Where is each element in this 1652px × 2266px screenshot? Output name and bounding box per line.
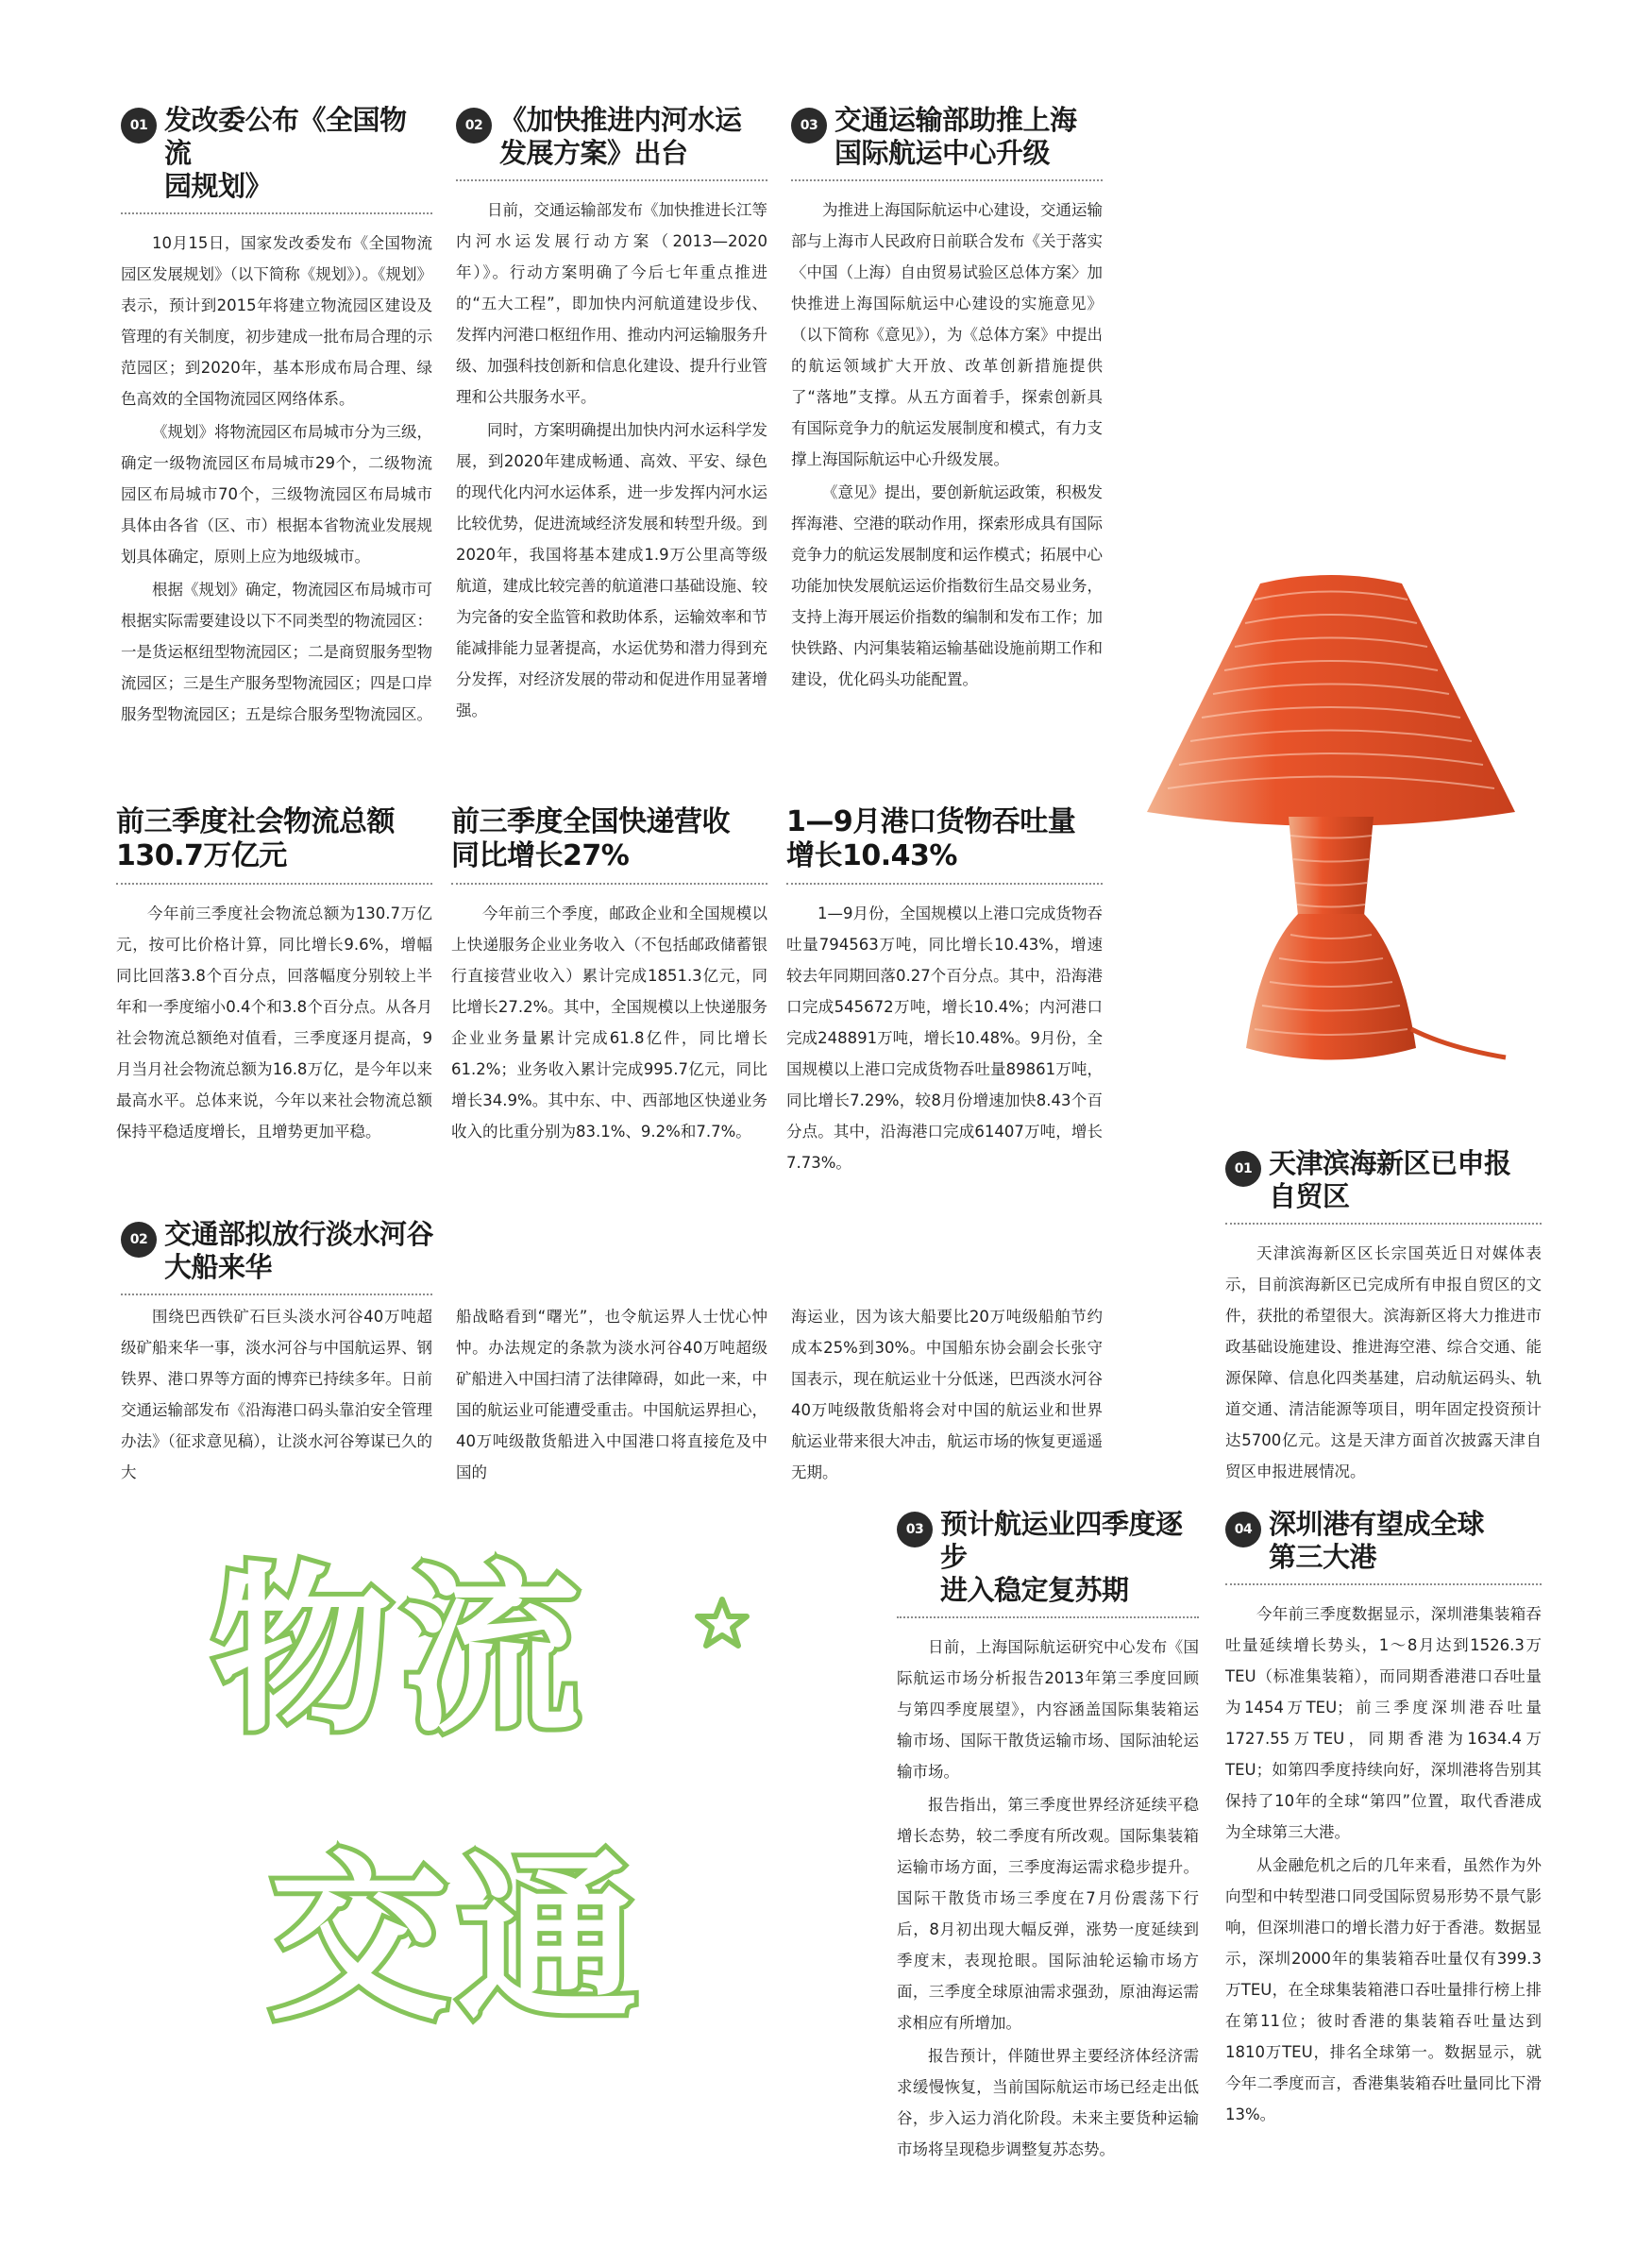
headline: 前三季度全国快递营收 同比增长27% xyxy=(451,805,730,872)
article-body: 今年前三季度社会物流总额为130.7万亿元，按可比价格计算，同比增长9.6%，增幅同比回落3.8个百分点，回落幅度分别较上半年和一季度缩小0.4个和3.8个百分点。从各月社会物流总额绝对值看，三季度逐月提高，9月当月社会物流总额为16.8万亿，是今年以来最高水平。总体来说，今年以来社会物流总额保持平稳适度增长，且增势更加平稳。 xyxy=(116,905,432,1141)
article-body: 10月15日，国家发改委发布《全国物流园区发展规划》（以下简称《规划》）。《规划》表示，预计到2015年将建立物流园区建设及管理的有关制度，初步建成一批布局合理的示范园区；到2020年，基本形成布局合理、绿色高效的全国物流园区网络体系。 《规划》将物流园区布局城市分为三级，确定一级物流园区布局城市29个，二级物流园区布局城市70个，三级物流园区布局城市具体由各省（区、市）根据本省物流业发展规划具体确定，原则上应为地级城市。 根据《规划》确定，物流园区布局城市可根据实际需要建设以下不同类型的物流园区：一是货运枢纽型物流园区；二是商贸服务型物流园区；三是生产服务型物流园区；四是口岸服务型物流园区；五是综合服务型物流园区。 xyxy=(121,234,432,723)
section-header xyxy=(791,104,1103,170)
article-column-3: 海运业，因为该大船要比20万吨级船舶节约成本25%到30%。中国船东协会副会长张守国表示，现在航运业十分低迷，巴西淡水河谷40万吨级散货船将会对中国的航运业和世界航运业带来很大冲击，航运市场的恢复更遥遥无期。 xyxy=(791,1308,1103,1481)
dotted-divider xyxy=(1225,1223,1542,1225)
section-header xyxy=(1225,1508,1542,1574)
dotted-divider xyxy=(786,883,1103,885)
headline: 发改委公布《全国物流 园规划》 xyxy=(164,104,407,202)
decor-word-logistics: 物流 xyxy=(212,1547,591,1756)
dotted-divider xyxy=(791,179,1103,181)
section-number-badge: 01 xyxy=(1225,1151,1261,1187)
section-number-badge: 04 xyxy=(1225,1512,1261,1547)
dotted-divider xyxy=(456,179,767,181)
dotted-divider xyxy=(116,883,432,885)
article-body: 1—9月份，全国规模以上港口完成货物吞吐量794563万吨，同比增长10.43%，增速较去年同期回落0.27个百分点。其中，沿海港口完成545672万吨，增长10.4%；内河港口完成248891万吨，增长10.48%。9月份，全国规模以上港口完成货物吞吐量89861万吨，同比增长7.29%，较8月份增速加快8.43个百分点。其中，沿海港口完成61407万吨，增长7.73%。 xyxy=(786,905,1103,1172)
dotted-divider xyxy=(121,212,432,214)
news-section-9 xyxy=(897,1508,1199,2165)
dotted-divider xyxy=(121,1294,432,1295)
section-number-badge: 02 xyxy=(121,1222,157,1258)
article-body: 为推进上海国际航运中心建设，交通运输部与上海市人民政府日前联合发布《关于落实〈中国（上海）自由贸易试验区总体方案〉加快推进上海国际航运中心建设的实施意见》（以下简称《意见》），为《总体方案》中提出的航运领域扩大开放、改革创新措施提供了“落地”支撑。从五方面着手，探索创新具有国际竞争力的航运发展制度和模式，有力支撑上海国际航运中心升级发展。 《意见》提出，要创新航运政策，积极发挥海港、空港的联动作用，探索形成具有国际竞争力的航运发展制度和运作模式；拓展中心功能加快发展航运运价指数衍生品交易业务，支持上海开展运价指数的编制和发布工作；加快铁路、内河集装箱运输基础设施前期工作和建设，优化码头功能配置。 xyxy=(791,201,1103,688)
star-icon xyxy=(694,1596,750,1652)
headline: 《加快推进内河水运 发展方案》出台 xyxy=(499,104,742,169)
section-number-badge: 03 xyxy=(791,108,827,144)
section-number-badge: 03 xyxy=(897,1512,933,1547)
section-header xyxy=(897,1508,1199,1607)
dotted-divider xyxy=(451,883,767,885)
news-section-5 xyxy=(451,805,767,1147)
news-section-10 xyxy=(1225,1508,1542,2130)
lamp-icon xyxy=(1128,557,1534,1086)
headline: 1—9月港口货物吞吐量 增长10.43% xyxy=(786,805,1076,872)
article-column-1: 围绕巴西铁矿石巨头淡水河谷40万吨超级矿船来华一事，淡水河谷与中国航运界、钢铁界、港口界等方面的博弈已持续多年。日前交通运输部发布《沿海港口码头靠泊安全管理办法》（征求意见稿），让淡水河谷筹谋已久的大 xyxy=(121,1308,432,1481)
news-section-6 xyxy=(786,805,1103,1178)
section-number-badge: 02 xyxy=(456,108,492,144)
section-header xyxy=(1225,1147,1542,1213)
news-section-2 xyxy=(456,104,767,726)
article-body: 天津滨海新区区长宗国英近日对媒体表示，目前滨海新区已完成所有申报自贸区的文件，获批的希望很大。滨海新区将大力推进市政基础设施建设、推进海空港、综合交通、能源保障、信息化四类基建，启动航运码头、轨道交通、清洁能源等项目，明年固定投资预计达5700亿元。这是天津方面首次披露天津自贸区申报进展情况。 xyxy=(1225,1244,1542,1480)
article-body: 今年前三季度数据显示，深圳港集装箱吞吐量延续增长势头，1～8月达到1526.3万TEU（标准集装箱），而同期香港港口吞吐量为1454万TEU；前三季度深圳港吞吐量1727.55万TEU，同期香港为1634.4万TEU；如第四季度持续向好，深圳港将告别其保持了10年的全球“第四”位置，取代香港成为全球第三大港。 从金融危机之后的几年来看，虽然作为外向型和中转型港口同受国际贸易形势不景气影响，但深圳港口的增长潜力好于香港。数据显示，深圳2000年的集装箱吞吐量仅有399.3万TEU，在全球集装箱港口吞吐量排行榜上排在第11位；彼时香港的集装箱吞吐量达到1810万TEU，排名全球第一。数据显示，就今年二季度而言，香港集装箱吞吐量同比下滑13%。 xyxy=(1225,1605,1542,2123)
headline: 交通部拟放行淡水河谷 大船来华 xyxy=(164,1218,434,1283)
news-section-3 xyxy=(791,104,1103,695)
headline: 深圳港有望成全球 第三大港 xyxy=(1269,1508,1485,1573)
article-body: 今年前三个季度，邮政企业和全国规模以上快递服务企业业务收入（不包括邮政储蓄银行直接营业收入）累计完成1851.3亿元，同比增长27.2%。其中，全国规模以上快递服务企业业务量累计完成61.8亿件，同比增长61.2%；业务收入累计完成995.7亿元，同比增长34.9%。其中东、中、西部地区快递业务收入的比重分别为83.1%、9.2%和7.7%。 xyxy=(451,905,767,1141)
section-header xyxy=(121,1218,1103,1284)
section-header xyxy=(456,104,767,170)
article-body: 日前，上海国际航运研究中心发布《国际航运市场分析报告2013年第三季度回顾与第四季度展望》，内容涵盖国际集装箱运输市场、国际干散货运输市场、国际油轮运输市场。 报告指出，第三季度世界经济延续平稳增长态势，较二季度有所改观。国际集装箱运输市场方面，三季度海运需求稳步提升。国际干散货市场三季度在7月份震荡下行后，8月初出现大幅反弹，涨势一度延续到季度末，表现抢眼。国际油轮运输市场方面，三季度全球原油需求强劲，原油海运需求相应有所增加。 报告预计，伴随世界主要经济体经济需求缓慢恢复，当前国际航运市场已经走出低谷，步入运力消化阶段。未来主要货种运输市场将呈现稳步调整复苏态势。 xyxy=(897,1638,1199,2158)
article-column-2: 船战略看到“曙光”，也令航运界人士忧心忡忡。办法规定的条款为淡水河谷40万吨超级矿船进入中国扫清了法律障碍，如此一来，中国的航运业可能遭受重击。中国航运界担心，40万吨级散货船进入中国港口将直接危及中国的 xyxy=(456,1308,767,1481)
orange-lamp-image xyxy=(1128,557,1534,1086)
headline: 天津滨海新区已申报 自贸区 xyxy=(1269,1147,1511,1212)
dotted-divider xyxy=(897,1616,1199,1618)
news-section-4 xyxy=(116,805,432,1147)
news-section-8 xyxy=(1225,1147,1542,1487)
news-section-7 xyxy=(121,1218,1103,1309)
section-header xyxy=(121,104,432,203)
news-section-1 xyxy=(121,104,432,730)
headline: 前三季度社会物流总额 130.7万亿元 xyxy=(116,805,395,872)
article-body: 日前，交通运输部发布《加快推进长江等内河水运发展行动方案（2013—2020年）》。行动方案明确了今后七年重点推进的“五大工程”，即加快内河航道建设步伐、发挥内河港口枢纽作用、推动内河运输服务升级、加强科技创新和信息化建设、提升行业管理和公共服务水平。 同时，方案明确提出加快内河水运科学发展，到2020年建成畅通、高效、平安、绿色的现代化内河水运体系，进一步发挥内河水运比较优势，促进流域经济发展和转型升级。到2020年，我国将基本建成1.9万公里高等级航道，建成比较完善的航道港口基础设施、较为完备的安全监管和救助体系，运输效率和节能减排能力显著提高，水运优势和潜力得到充分发挥，对经济发展的带动和促进作用显著增强。 xyxy=(456,201,767,719)
decor-word-transport: 交通 xyxy=(269,1835,648,2044)
dotted-divider xyxy=(1225,1583,1542,1585)
section-number-badge: 01 xyxy=(121,108,157,144)
headline: 预计航运业四季度逐步 进入稳定复苏期 xyxy=(940,1508,1183,1606)
headline: 交通运输部助推上海 国际航运中心升级 xyxy=(834,104,1077,169)
